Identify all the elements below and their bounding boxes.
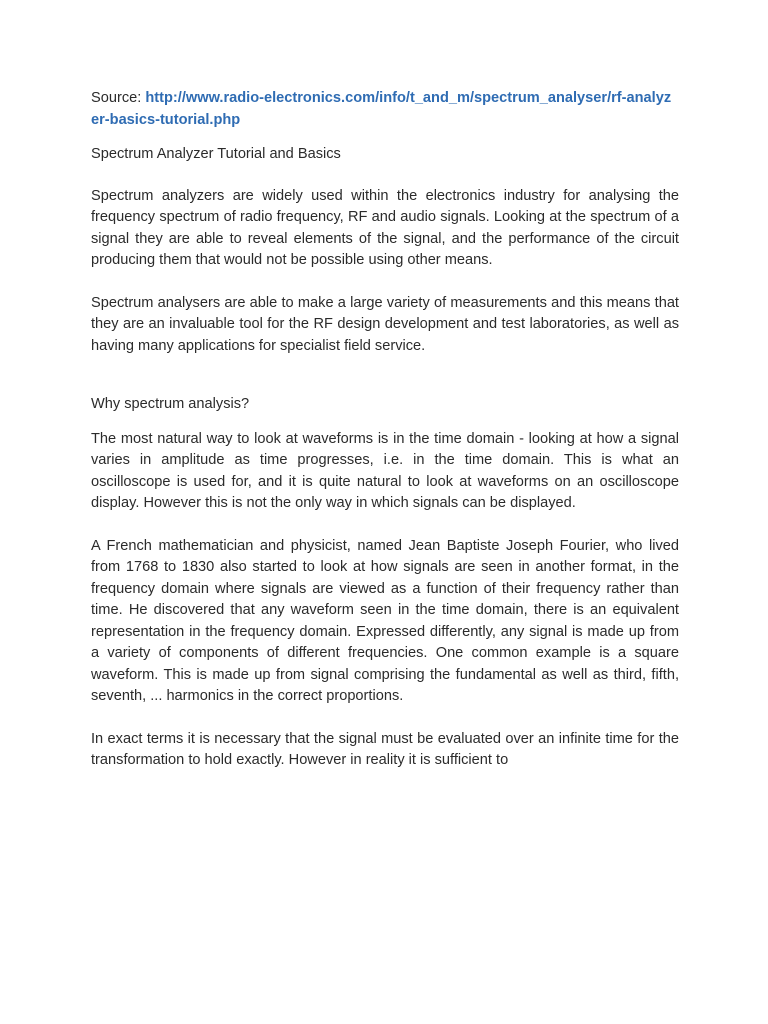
paragraph-exact-terms: In exact terms it is necessary that the signal must be evaluated over an infinite time for the transformation to hold exactly. However in reality it is sufficient to — [91, 730, 679, 768]
document-page — [91, 88, 679, 772]
section-heading: Why spectrum analysis? — [91, 396, 250, 412]
source-label: Source: — [91, 90, 146, 106]
document-title: Spectrum Analyzer Tutorial and Basics — [91, 146, 341, 162]
paragraph-fourier: A French mathematician and physicist, named Jean Baptiste Joseph Fourier, who lived from 1768 to 1830 also started to look at how signals are seen in another format, in the frequency domain where signals are viewed as a function of their frequency rather than time. He discovered that any waveform seen in the time domain, there is an equivalent representation in the frequency domain. Expressed differently, any signal is made up from a variety of components of different frequencies. One common example is a square waveform. This is made up from signal comprising the fundamental as well as third, fifth, seventh, ... harmonics in the correct proportions. — [91, 537, 679, 704]
paragraph-time-domain: The most natural way to look at waveforms is in the time domain - looking at how a signal varies in amplitude as time progresses, i.e. in the time domain. This is what an oscilloscope is used for, and it is quite natural to look at waveforms on an oscilloscope display. However this is not the only way in which signals can be displayed. — [91, 430, 679, 511]
source-line — [91, 88, 679, 131]
paragraph-intro: Spectrum analyzers are widely used within the electronics industry for analysing the frequency spectrum of radio frequency, RF and audio signals. Looking at the spectrum of a signal they are able to reveal elements of the signal, and the performance of the circuit producing them that would not be possible using other means. — [91, 187, 679, 268]
paragraph-measurements: Spectrum analysers are able to make a large variety of measurements and this means that they are an invaluable tool for the RF design development and test laboratories, as well as having many applications for specialist field service. — [91, 294, 679, 354]
source-link[interactable]: http://www.radio-electronics.com/info/t_and_m/spectrum_analyser/rf-analyzer-basics-tutorial.php — [91, 90, 672, 128]
